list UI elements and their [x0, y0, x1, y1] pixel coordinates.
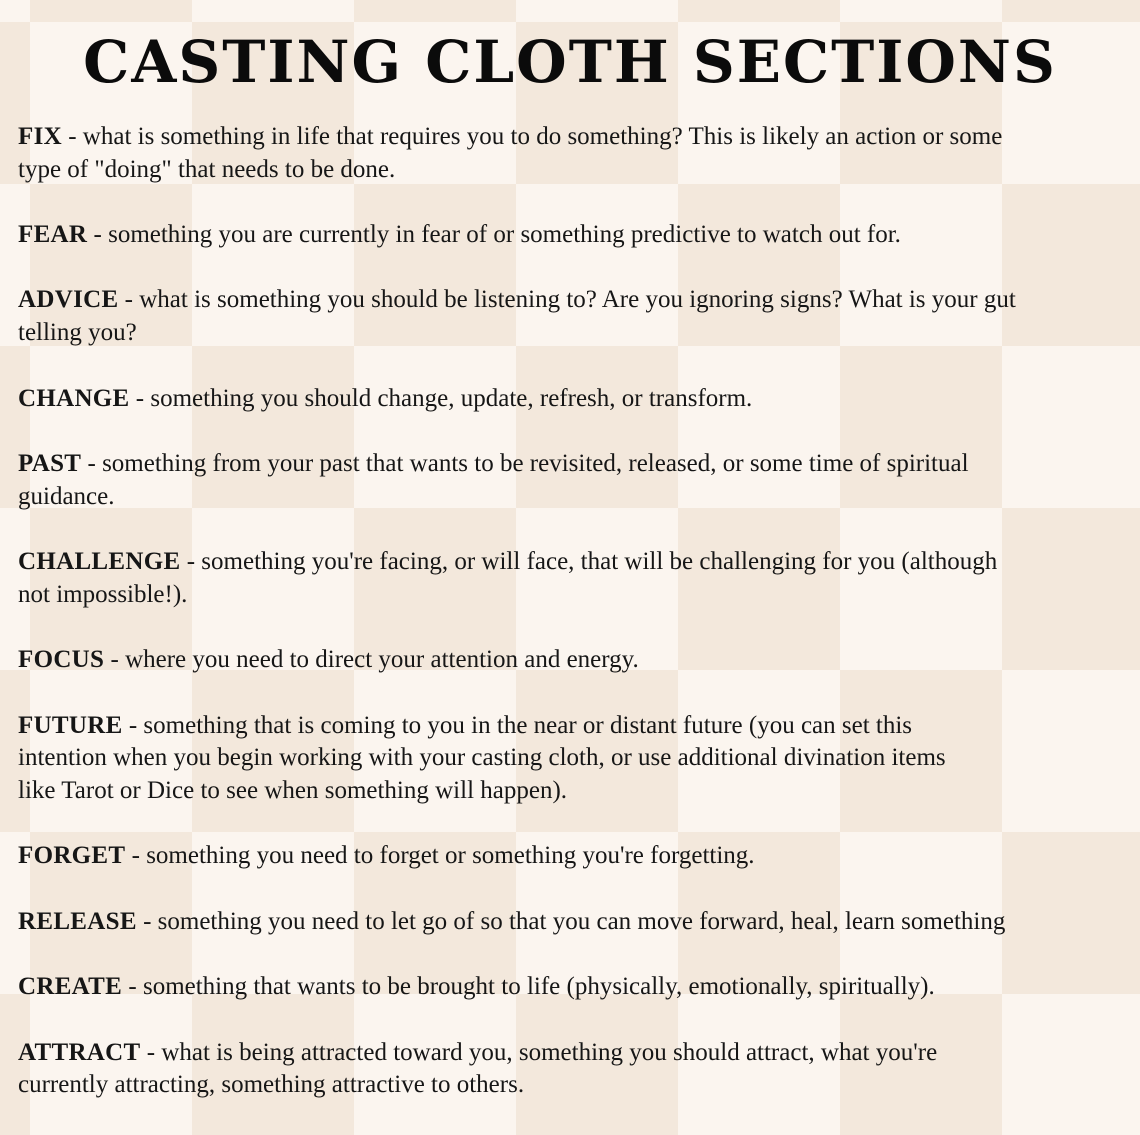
- section-description: like Tarot or Dice to see when something will happen).: [18, 776, 568, 804]
- section-term: RELEASE: [18, 907, 137, 935]
- section-term: FEAR: [18, 221, 88, 249]
- section-description: where you need to direct your attention and energy.: [125, 646, 639, 674]
- section-description: intention when you begin working with your casting cloth, or use additional divination items: [18, 744, 946, 772]
- section-term: CHANGE: [18, 384, 130, 412]
- section-separator: -: [122, 711, 144, 739]
- section-separator: -: [125, 842, 147, 870]
- section-description: something you should change, update, refresh, or transform.: [150, 384, 753, 412]
- section-description: what is being attracted toward you, something you should attract, what you're: [161, 1038, 938, 1066]
- section-line: [18, 775, 1130, 808]
- section-line: [18, 644, 1130, 677]
- section-description: something you're facing, or will face, that will be challenging for you (although: [201, 548, 998, 576]
- section-description: something that is coming to you in the near or distant future (you can set this: [143, 711, 913, 739]
- section-line: [18, 219, 1130, 252]
- section-line: [18, 1069, 1130, 1102]
- section-separator: -: [180, 548, 202, 576]
- section-forget: [18, 840, 1130, 873]
- section-line: [18, 971, 1130, 1004]
- section-fear: [18, 219, 1130, 252]
- section-separator: -: [87, 221, 109, 249]
- section-separator: -: [81, 449, 103, 477]
- section-description: something you need to let go of so that you can move forward, heal, learn something: [157, 907, 1006, 935]
- section-description: something you need to forget or something you're forgetting.: [146, 842, 755, 870]
- section-line: [18, 710, 1130, 743]
- section-line: [18, 481, 1130, 514]
- section-description: telling you?: [18, 319, 137, 347]
- section-description: what is something in life that requires you to do something? This is likely an action or some: [82, 123, 1003, 150]
- section-line: [18, 154, 1130, 187]
- section-separator: -: [136, 907, 158, 935]
- section-attract: [18, 1037, 1130, 1102]
- section-description: something that wants to be brought to life (physically, emotionally, spiritually).: [142, 973, 935, 1001]
- section-line: [18, 448, 1130, 481]
- section-separator: -: [118, 286, 140, 314]
- section-description: what is something you should be listening to? Are you ignoring signs? What is your gut: [139, 286, 1016, 314]
- section-term: ADVICE: [18, 286, 119, 314]
- section-line: [18, 546, 1130, 579]
- section-separator: -: [104, 646, 126, 674]
- section-future: [18, 710, 1130, 808]
- section-line: [18, 284, 1130, 317]
- section-line: [18, 840, 1130, 873]
- section-line: [18, 906, 1130, 939]
- section-separator: -: [61, 123, 83, 150]
- section-line: [18, 383, 1130, 416]
- section-term: ATTRACT: [18, 1038, 141, 1066]
- section-separator: -: [129, 384, 151, 412]
- section-create: [18, 971, 1130, 1004]
- section-past: [18, 448, 1130, 513]
- section-description: not impossible!).: [18, 580, 188, 608]
- section-line: [18, 579, 1130, 612]
- section-separator: -: [140, 1038, 162, 1066]
- page-title: CASTING CLOTH SECTIONS: [83, 28, 1057, 96]
- section-release: [18, 906, 1130, 939]
- section-description: something from your past that wants to be revisited, released, or some time of spiritual: [102, 449, 969, 477]
- section-change: [18, 383, 1130, 416]
- sections-list: [18, 121, 1130, 1135]
- section-line: [18, 742, 1130, 775]
- section-term: CHALLENGE: [18, 548, 181, 576]
- section-separator: -: [122, 973, 143, 1001]
- section-term: FORGET: [18, 842, 126, 870]
- section-line: [18, 1037, 1130, 1070]
- section-term: PAST: [18, 449, 82, 477]
- section-fix: [18, 121, 1130, 186]
- section-term: CREATE: [18, 973, 123, 1001]
- section-line: [18, 317, 1130, 350]
- section-description: guidance.: [18, 482, 115, 510]
- section-line: [18, 121, 1130, 154]
- section-challenge: [18, 546, 1130, 611]
- section-term: FOCUS: [18, 646, 105, 674]
- section-focus: [18, 644, 1130, 677]
- section-term: FUTURE: [18, 711, 123, 739]
- section-advice: [18, 284, 1130, 349]
- section-description: something you are currently in fear of or something predictive to watch out for.: [108, 221, 901, 249]
- section-description: currently attracting, something attractive to others.: [18, 1071, 525, 1099]
- section-description: type of "doing" that needs to be done.: [18, 155, 396, 183]
- section-term: FIX: [18, 123, 62, 150]
